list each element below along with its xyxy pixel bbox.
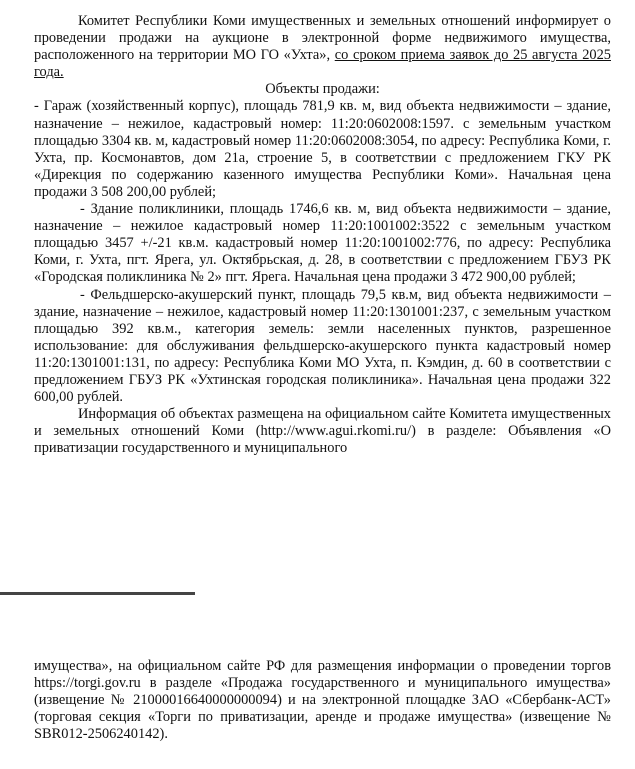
objects-heading: Объекты продажи: bbox=[265, 81, 380, 98]
intro-paragraph bbox=[34, 13, 611, 81]
object-item-polyclinic: - Здание поликлиники, площадь 1746,6 кв. м, вид объекта недвижимости – здание, назначение – нежилое кадастровый номер 11:20:1001002:3522 с земельным участком площадью 3457 +/-21 кв.м. кадастровый номер 11:20:1001002:776, по адресу: Республика Коми, г. Ухта, пгт. Ярега, ул. Октябрьская, д. 28, в соответствии с предложением ГБУЗ РК «Городская поликлиника № 2» пгт. Ярега. Начальная цена продажи 3 472 900,00 рублей; bbox=[34, 201, 611, 286]
document-body-page-2 bbox=[34, 658, 611, 743]
document-page-2 bbox=[0, 600, 635, 769]
document-body-page-1 bbox=[34, 13, 611, 457]
info-paragraph-part2: имущества», на официальном сайте РФ для размещения информации о проведении торгов https://torgi.gov.ru в разделе «Продажа государственного и муниципального имущества» (извещение № 21000016640000000094) и на электронной площадке ЗАО «Сбербанк-АСТ» (торговая секция «Торги по приватизации, аренде и продаже имущества» (извещение № SBR012-2506240142). bbox=[34, 658, 611, 743]
info-paragraph-part1: Информация об объектах размещена на официальном сайте Комитета имущественных и земельных отношений Коми (http://www.agui.rkomi.ru/) в разделе: Объявления «О приватизации государственного и муниципального bbox=[34, 406, 611, 457]
intro-text: Комитет Республики Коми имущественных и земельных отношений информирует о проведении продажи на аукционе в электронной форме недвижимого имущества, расположенного на территории МО ГО «Ухта», bbox=[34, 13, 611, 64]
page-break bbox=[0, 580, 635, 600]
deadline-text: со сроком приема заявок до 25 августа 2025 года. bbox=[34, 47, 611, 81]
object-item-feldsher-point: - Фельдшерско-акушерский пункт, площадь 79,5 кв.м, вид объекта недвижимости – здание, назначение – нежилое, кадастровый номер 11:20:1301001:237, с земельным участком площадью 392 кв.м., категория земель: земли населенных пунктов, разрешенное использование: для обслуживания фельдшерско-акушерского пункта кадастровый номер 11:20:1301001:131, по адресу: Республика Коми МО Ухта, п. Кэмдин, д. 60 в соответствии с предложением ГБУЗ РК «Ухтинская городская поликлиника». Начальная цена продажи 322 600,00 рублей. bbox=[34, 286, 611, 406]
object-item-garage: - Гараж (хозяйственный корпус), площадь 781,9 кв. м, вид объекта недвижимости – здание, назначение – нежилое, кадастровый номер: 11:20:0602008:1597. с земельным участком площадью 3304 кв. м, кадастровый номер 11:20:0602008:3054, по адресу: Республика Коми, г. Ухта, пр. Космонавтов, дом 21а, строение 5, в соответствии с предложением ГКУ РК «Дирекция по содержанию казенного имущества Республики Коми». Начальная цена продажи 3 508 200,00 рублей; bbox=[34, 98, 611, 200]
page-break-line bbox=[0, 592, 195, 595]
